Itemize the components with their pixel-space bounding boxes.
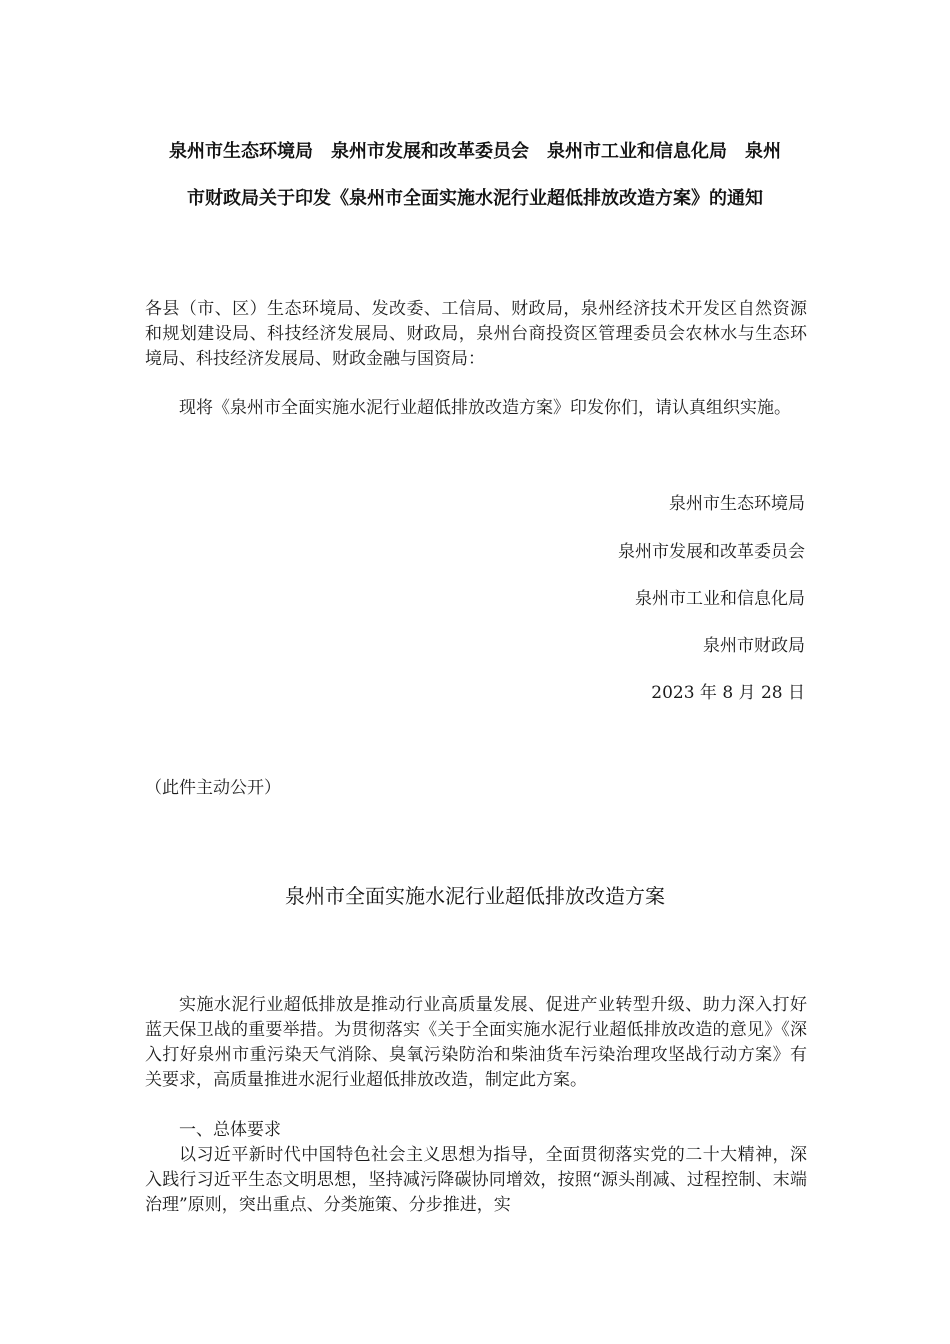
notice-title-line-1: 泉州市生态环境局 泉州市发展和改革委员会 泉州市工业和信息化局 泉州 <box>169 141 781 162</box>
signature-development-reform-commission: 泉州市发展和改革委员会 <box>618 542 805 562</box>
intro-paragraph: 现将《泉州市全面实施水泥行业超低排放改造方案》印发你们，请认真组织实施。 <box>179 398 791 418</box>
public-disclosure-note: （此件主动公开） <box>145 778 281 798</box>
signature-date: 2023 年 8 月 28 日 <box>651 683 805 703</box>
signature-ecology-bureau: 泉州市生态环境局 <box>669 494 805 514</box>
section-heading-general-requirements: 一、总体要求 <box>179 1120 281 1140</box>
plan-paragraph-1: 实施水泥行业超低排放是推动行业高质量发展、促进产业转型升级、助力深入打好蓝天保卫战的重要举措。为贯彻落实《关于全面实施水泥行业超低排放改造的意见》《深入打好泉州市重污染天气消除、臭氧污染防治和柴油货车污染治理攻坚战行动方案》有关要求，高质量推进水泥行业超低排放改造，制定此方案。 <box>145 995 807 1090</box>
plan-paragraph-2: 以习近平新时代中国特色社会主义思想为指导，全面贯彻落实党的二十大精神，深入践行习近平生态文明思想，坚持减污降碳协同增效，按照“源头削减、过程控制、末端治理”原则，突出重点、分类施策、分步推进，实 <box>145 1145 807 1215</box>
plan-heading: 泉州市全面实施水泥行业超低排放改造方案 <box>285 884 665 908</box>
signature-finance-bureau: 泉州市财政局 <box>703 636 805 656</box>
addressee-paragraph: 各县（市、区）生态环境局、发改委、工信局、财政局，泉州经济技术开发区自然资源和规划建设局、科技经济发展局、财政局，泉州台商投资区管理委员会农林水与生态环境局、科技经济发展局、财政金融与国资局： <box>145 299 807 369</box>
signature-industry-it-bureau: 泉州市工业和信息化局 <box>635 589 805 609</box>
notice-title-line-2: 市财政局关于印发《泉州市全面实施水泥行业超低排放改造方案》的通知 <box>187 188 763 209</box>
